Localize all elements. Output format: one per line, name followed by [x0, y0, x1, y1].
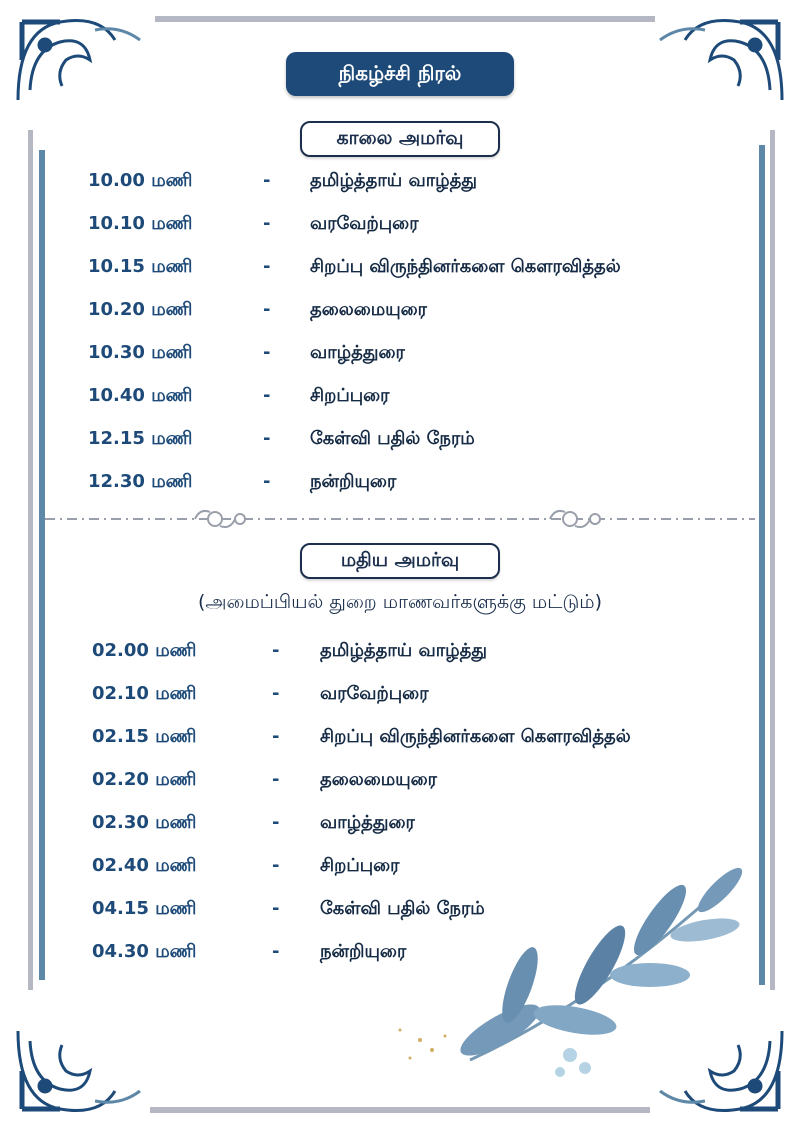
event-label: தலைமையுரை: [320, 769, 437, 790]
event-label: தலைமையுரை: [310, 299, 427, 320]
dash: -: [272, 941, 280, 962]
schedule-row: [0, 640, 800, 670]
event-label: வரவேற்புரை: [310, 213, 419, 234]
dash: -: [272, 855, 280, 876]
time-label: 10.00 மணி: [88, 170, 193, 191]
schedule-row: [0, 428, 800, 458]
event-label: கேள்வி பதில் நேரம்: [320, 898, 485, 919]
event-label: வரவேற்புரை: [320, 683, 429, 704]
event-label: வாழ்த்துரை: [320, 812, 415, 833]
dash: -: [263, 256, 271, 277]
time-label: 12.30 மணி: [88, 471, 193, 492]
time-label: 04.30 மணி: [92, 941, 197, 962]
schedule-row: [0, 898, 800, 928]
dash: -: [272, 726, 280, 747]
schedule-row: [0, 256, 800, 286]
schedule-row: [0, 299, 800, 329]
dash: -: [272, 898, 280, 919]
time-label: 02.00 மணி: [92, 640, 197, 661]
event-label: வாழ்த்துரை: [310, 342, 405, 363]
time-label: 10.20 மணி: [88, 299, 193, 320]
morning-session-heading: காலை அமர்வு: [300, 121, 500, 157]
corner-ornament-bottom-right: [660, 1031, 782, 1111]
schedule-row: [0, 471, 800, 501]
dash: -: [272, 812, 280, 833]
page-title: நிகழ்ச்சி நிரல்: [286, 52, 514, 96]
corner-ornament-top-right: [660, 20, 782, 100]
schedule-row: [0, 941, 800, 971]
event-label: தமிழ்த்தாய் வாழ்த்து: [320, 640, 487, 661]
time-label: 02.40 மணி: [92, 855, 197, 876]
bottom-border-line: [150, 1107, 650, 1113]
dash: -: [272, 769, 280, 790]
dash: -: [272, 683, 280, 704]
dash: -: [263, 213, 271, 234]
schedule-row: [0, 683, 800, 713]
time-label: 10.40 மணி: [88, 385, 193, 406]
event-label: கேள்வி பதில் நேரம்: [310, 428, 475, 449]
corner-ornament-top-left: [18, 20, 140, 100]
event-label: தமிழ்த்தாய் வாழ்த்து: [310, 170, 477, 191]
dash: -: [263, 385, 271, 406]
dash: -: [272, 640, 280, 661]
schedule-row: [0, 213, 800, 243]
schedule-row: [0, 812, 800, 842]
top-border-line: [155, 16, 655, 22]
schedule-row: [0, 855, 800, 885]
section-divider: [45, 511, 755, 527]
schedule-row: [0, 385, 800, 415]
event-label: சிறப்பு விருந்தினர்களை கௌரவித்தல்: [320, 726, 631, 747]
event-label: நன்றியுரை: [320, 941, 407, 962]
time-label: 10.15 மணி: [88, 256, 193, 277]
event-label: நன்றியுரை: [310, 471, 397, 492]
afternoon-note: (அமைப்பியல் துறை மாணவர்களுக்கு மட்டும்): [197, 591, 602, 613]
schedule-row: [0, 769, 800, 799]
dash: -: [263, 342, 271, 363]
schedule-row: [0, 726, 800, 756]
time-label: 10.30 மணி: [88, 342, 193, 363]
event-label: சிறப்புரை: [310, 385, 390, 406]
time-label: 12.15 மணி: [88, 428, 193, 449]
time-label: 02.30 மணி: [92, 812, 197, 833]
event-label: சிறப்புரை: [320, 855, 400, 876]
corner-ornament-bottom-left: [18, 1031, 140, 1111]
time-label: 04.15 மணி: [92, 898, 197, 919]
schedule-row: [0, 170, 800, 200]
dash: -: [263, 471, 271, 492]
dash: -: [263, 170, 271, 191]
dash: -: [263, 299, 271, 320]
time-label: 02.20 மணி: [92, 769, 197, 790]
time-label: 02.10 மணி: [92, 683, 197, 704]
event-label: சிறப்பு விருந்தினர்களை கௌரவித்தல்: [310, 256, 621, 277]
time-label: 02.15 மணி: [92, 726, 197, 747]
time-label: 10.10 மணி: [88, 213, 193, 234]
dash: -: [263, 428, 271, 449]
afternoon-session-heading: மதிய அமர்வு: [300, 543, 500, 579]
schedule-row: [0, 342, 800, 372]
